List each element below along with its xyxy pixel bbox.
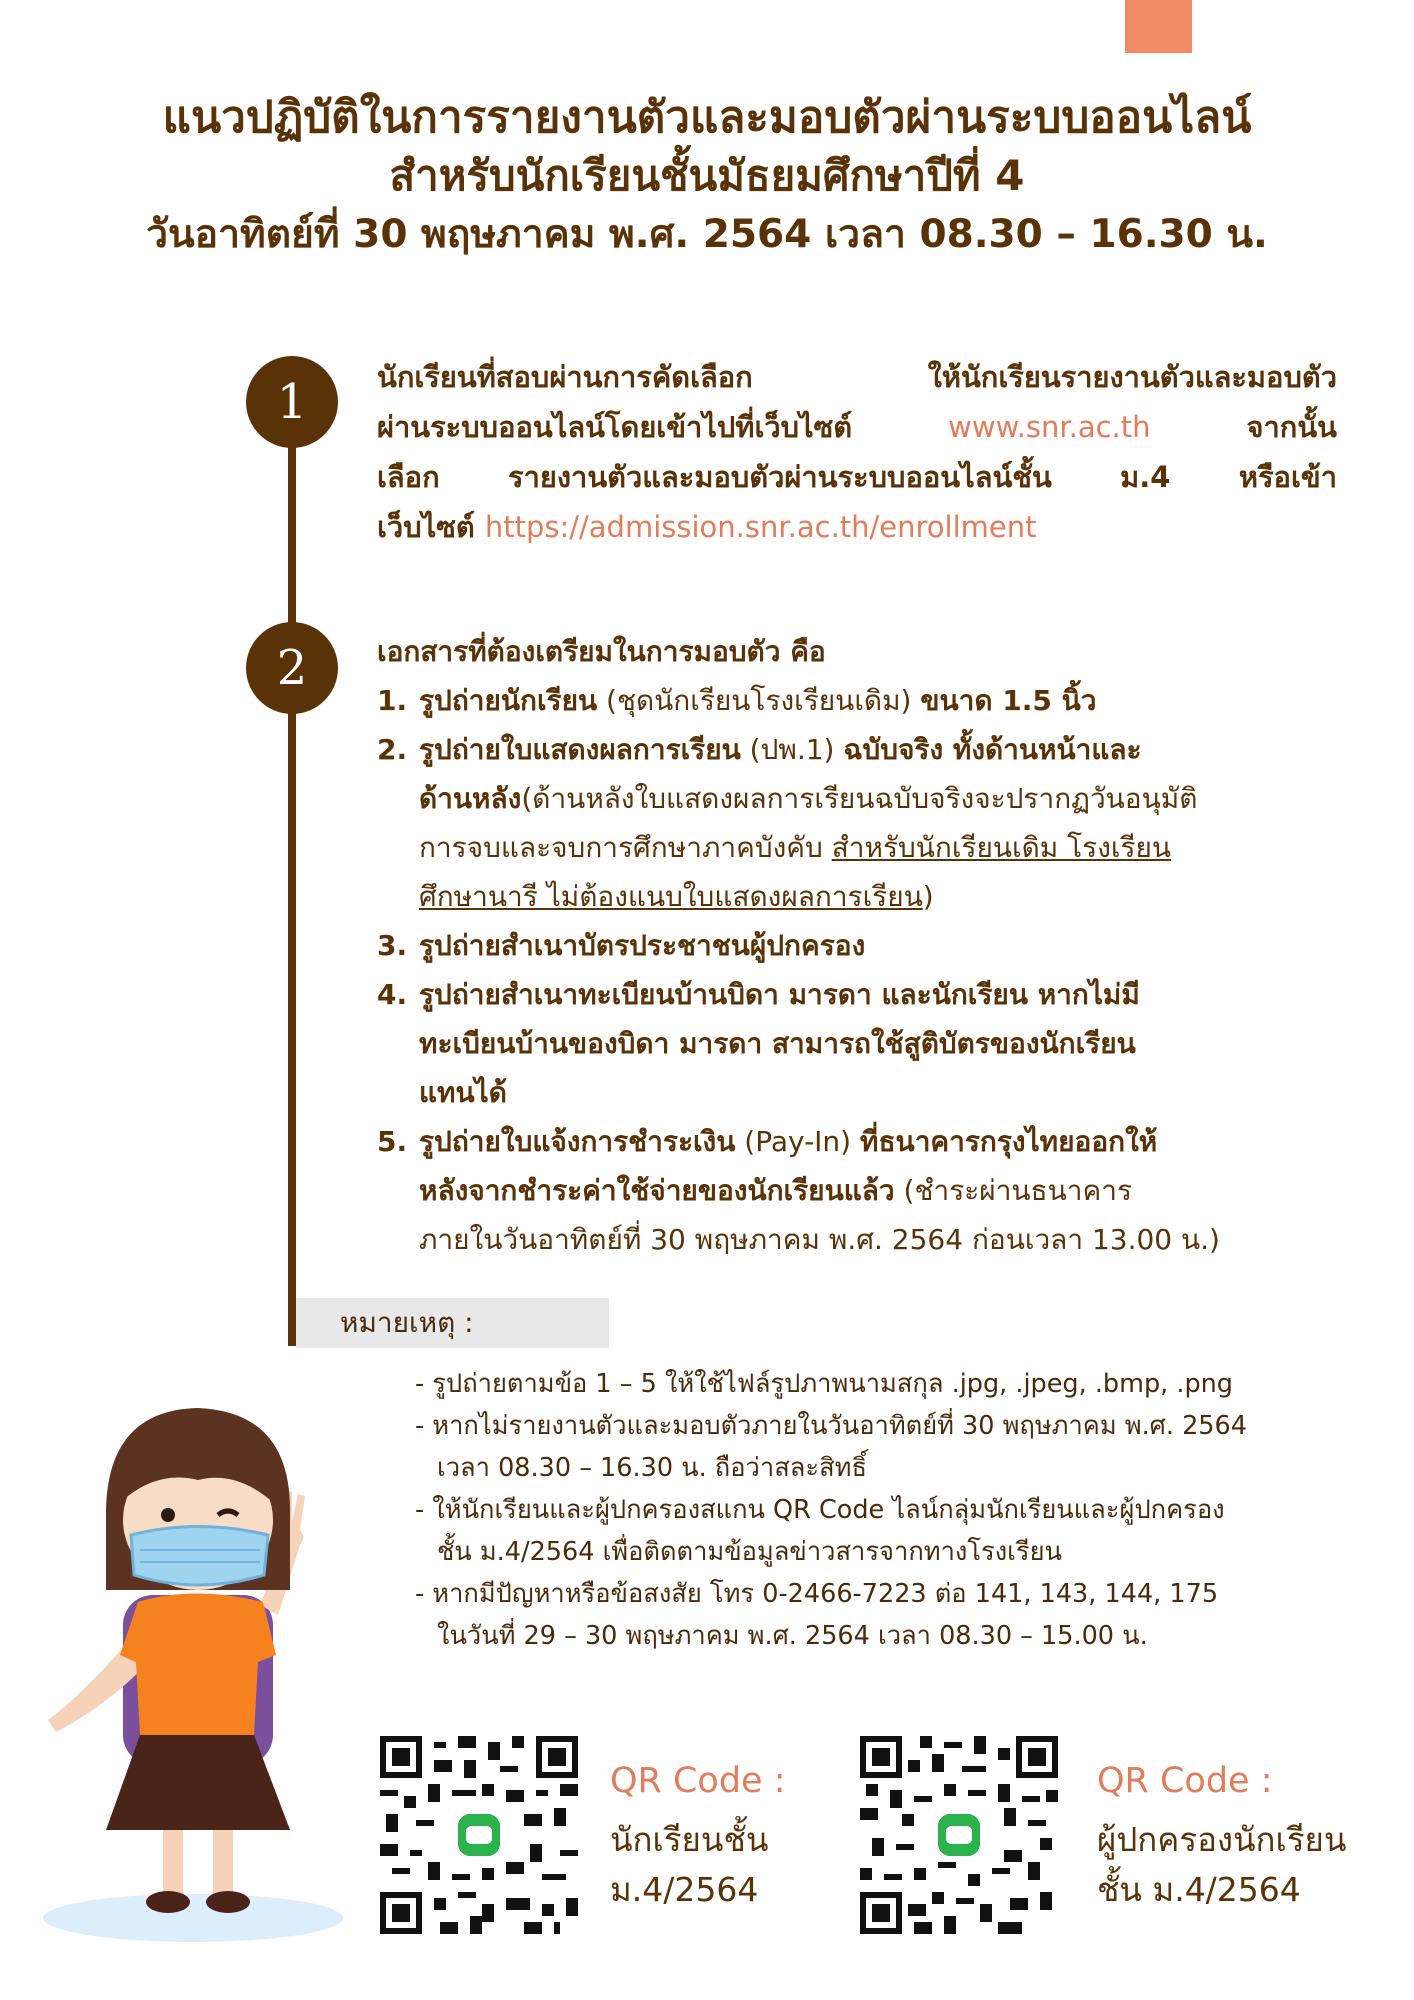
step-1-text-part: ม.4 bbox=[1120, 460, 1171, 494]
step-1-text-part: ให้นักเรียนรายงานตัวและมอบตัว bbox=[927, 360, 1337, 394]
step-1-text-part: นักเรียนที่สอบผ่านการคัดเลือก bbox=[377, 360, 753, 394]
item-text: หลังจากชำระค่าใช้จ่ายของนักเรียนแล้ว bbox=[419, 1174, 895, 1207]
note-2: - หากไม่รายงานตัวและมอบตัวภายในวันอาทิตย์ที่ 30 พฤษภาคม พ.ศ. 2564 bbox=[415, 1411, 1247, 1441]
student-illustration bbox=[28, 1390, 358, 1950]
accent-square bbox=[1125, 0, 1192, 53]
document-item-1 bbox=[377, 676, 1377, 725]
note-3: - ให้นักเรียนและผู้ปกครองสแกน QR Code ไลน์กลุ่มนักเรียนและผู้ปกครอง bbox=[415, 1495, 1225, 1525]
enrollment-link[interactable]: https://admission.snr.ac.th/enrollment bbox=[484, 510, 1037, 544]
step-2-heading: เอกสารที่ต้องเตรียมในการมอบตัว คือ bbox=[377, 635, 826, 668]
school-website-link[interactable]: www.snr.ac.th bbox=[948, 410, 1151, 444]
item-body bbox=[419, 970, 1140, 1117]
item-text: สำหรับนักเรียนเดิม โรงเรียน bbox=[831, 831, 1172, 864]
qr-students-label-2: ม.4/2564 bbox=[610, 1870, 759, 1909]
title-line-3: วันอาทิตย์ที่ 30 พฤษภาคม พ.ศ. 2564 เวลา 08.30 – 16.30 น. bbox=[146, 212, 1268, 257]
timeline-line bbox=[288, 398, 296, 1346]
step-1-line-4 bbox=[377, 502, 1337, 552]
title-line-2: สำหรับนักเรียนชั้นมัธยมศึกษาปีที่ 4 bbox=[389, 151, 1025, 200]
item-number: 2. bbox=[377, 733, 408, 766]
item-text: (ปพ.1) bbox=[740, 733, 844, 766]
step-1-text-part: ผ่านระบบออนไลน์โดยเข้าไปที่เว็บไซต์ bbox=[377, 410, 853, 444]
note-4-cont: ในวันที่ 29 – 30 พฤษภาคม พ.ศ. 2564 เวลา 08.30 – 15.00 น. bbox=[437, 1621, 1148, 1651]
item-text: ขนาด 1.5 นิ้ว bbox=[920, 684, 1097, 717]
step-2-text bbox=[377, 627, 1377, 1264]
title-line-1: แนวปฏิบัติในการรายงานตัวและมอบตัวผ่านระบบออนไลน์ bbox=[162, 92, 1252, 143]
item-text: (ด้านหลังใบแสดงผลการเรียนฉบับจริงจะปรากฏวันอนุมัติ bbox=[521, 782, 1198, 815]
qr-code-parents[interactable] bbox=[860, 1736, 1058, 1934]
item-text: (Pay-In) bbox=[735, 1125, 860, 1158]
item-text: รูปถ่ายใบแสดงผลการเรียน bbox=[419, 733, 741, 766]
item-text: ศึกษานารี ไม่ต้องแนบใบแสดงผลการเรียน bbox=[419, 880, 923, 913]
step-1-line-2 bbox=[377, 402, 1337, 452]
step-1-text-part: จากนั้น bbox=[1246, 410, 1337, 444]
qr-students-label-1: นักเรียนชั้น bbox=[610, 1820, 769, 1859]
item-text: รูปถ่ายนักเรียน bbox=[419, 684, 598, 717]
qr-code-students[interactable] bbox=[380, 1736, 578, 1934]
document-item-4 bbox=[377, 970, 1377, 1117]
step-1-text-part: รายงานตัวและมอบตัวผ่านระบบออนไลน์ชั้น bbox=[508, 460, 1052, 494]
item-number: 5. bbox=[377, 1125, 408, 1158]
notes-list bbox=[415, 1363, 1375, 1657]
qr-parents-label-2: ชั้น ม.4/2564 bbox=[1097, 1870, 1301, 1909]
item-text: ) bbox=[922, 880, 934, 913]
item-text: ฉบับจริง ทั้งด้านหน้าและ bbox=[843, 733, 1142, 766]
note-2-cont: เวลา 08.30 – 16.30 น. ถือว่าสละสิทธิ์ bbox=[437, 1453, 868, 1483]
qr-parents-title: QR Code : bbox=[1097, 1761, 1273, 1801]
step-1-text-part: เว็บไซต์ bbox=[377, 510, 475, 544]
item-text: รูปถ่ายใบแจ้งการชำระเงิน bbox=[419, 1125, 736, 1158]
item-body bbox=[419, 921, 865, 970]
document-item-5 bbox=[377, 1117, 1377, 1264]
item-text: รูปถ่ายสำเนาบัตรประชาชนผู้ปกครอง bbox=[419, 929, 866, 962]
item-text: การจบและจบการศึกษาภาคบังคับ bbox=[419, 831, 832, 864]
step-1-line-1 bbox=[377, 352, 1337, 402]
step-1-text-part: หรือเข้า bbox=[1238, 460, 1337, 494]
note-1: - รูปถ่ายตามข้อ 1 – 5 ให้ใช้ไฟล์รูปภาพนามสกุล .jpg, .jpeg, .bmp, .png bbox=[415, 1369, 1233, 1399]
note-4: - หากมีปัญหาหรือข้อสงสัย โทร 0-2466-7223 ต่อ 141, 143, 144, 175 bbox=[415, 1579, 1219, 1609]
item-text: รูปถ่ายสำเนาทะเบียนบ้านบิดา มารดา และนักเรียน หากไม่มี bbox=[419, 978, 1140, 1011]
item-text: ด้านหลัง bbox=[419, 782, 522, 815]
step-1-badge: 1 bbox=[246, 356, 338, 448]
item-number: 1. bbox=[377, 684, 408, 717]
item-number: 4. bbox=[377, 978, 408, 1011]
step-1-text bbox=[377, 352, 1337, 552]
item-body bbox=[419, 725, 1197, 921]
item-body bbox=[419, 1117, 1220, 1264]
item-text: (ชำระผ่านธนาคาร bbox=[894, 1174, 1132, 1207]
document-item-3 bbox=[377, 921, 1377, 970]
notes-label: หมายเหตุ : bbox=[340, 1306, 474, 1339]
step-1-text-part: เลือก bbox=[377, 460, 440, 494]
step-1-line-3 bbox=[377, 452, 1337, 502]
note-3-cont: ชั้น ม.4/2564 เพื่อติดตามข้อมูลข่าวสารจากทางโรงเรียน bbox=[437, 1537, 1062, 1567]
item-text: (ชุดนักเรียนโรงเรียนเดิม) bbox=[597, 684, 921, 717]
item-body bbox=[419, 676, 1097, 725]
item-text: แทนได้ bbox=[419, 1076, 507, 1109]
document-item-2 bbox=[377, 725, 1377, 921]
item-number: 3. bbox=[377, 929, 408, 962]
item-text: ที่ธนาคารกรุงไทยออกให้ bbox=[860, 1125, 1158, 1158]
step-2-badge: 2 bbox=[246, 622, 338, 714]
qr-parents-label-1: ผู้ปกครองนักเรียน bbox=[1097, 1820, 1347, 1859]
qr-students-title: QR Code : bbox=[610, 1761, 786, 1801]
item-text: ภายในวันอาทิตย์ที่ 30 พฤษภาคม พ.ศ. 2564 ก่อนเวลา 13.00 น.) bbox=[419, 1223, 1220, 1256]
item-text: ทะเบียนบ้านของบิดา มารดา สามารถใช้สูติบัตรของนักเรียน bbox=[419, 1027, 1136, 1060]
